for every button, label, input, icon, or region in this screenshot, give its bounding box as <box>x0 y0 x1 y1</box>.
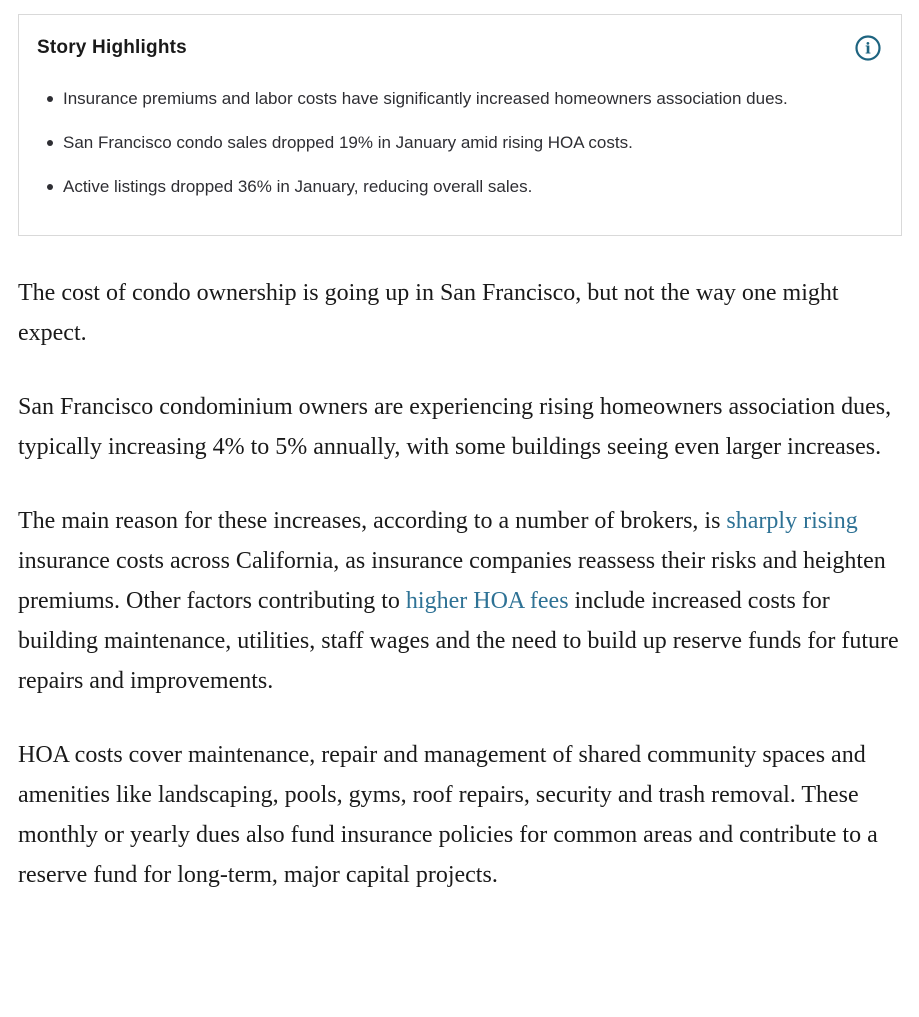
paragraph-text: include increased costs for building maintenance, utilities, staff wages and the need to build up reserve funds for future repairs and improvements. <box>18 588 899 694</box>
paragraph <box>18 387 901 467</box>
paragraph-text: The cost of condo ownership is going up in San Francisco, but not the way one might expect. <box>18 280 839 346</box>
paragraph-text: San Francisco condominium owners are experiencing rising homeowners association dues, typically increasing 4% to 5% annually, with some buildings seeing even larger increases. <box>18 394 892 460</box>
info-button[interactable] <box>855 35 881 61</box>
story-highlights-title: Story Highlights <box>37 37 187 58</box>
article-body <box>18 273 901 907</box>
paragraph-text: HOA costs cover maintenance, repair and management of shared community spaces and amenities like landscaping, pools, gyms, roof repairs, security and trash removal. These monthly or yearly dues also fund insurance policies for common areas and contribute to a reserve fund for long-term, major capital projects. <box>18 742 878 888</box>
paragraph <box>18 273 901 353</box>
story-highlights-box <box>18 14 902 236</box>
story-highlights-list <box>37 77 881 209</box>
story-highlights-header <box>37 35 881 61</box>
inline-link[interactable]: sharply rising <box>726 508 858 534</box>
paragraph <box>18 501 901 701</box>
article-page <box>0 14 919 907</box>
highlight-item: Active listings dropped 36% in January, reducing overall sales. <box>63 165 881 209</box>
highlight-item: Insurance premiums and labor costs have significantly increased homeowners association dues. <box>63 77 881 121</box>
paragraph-text: The main reason for these increases, according to a number of brokers, is <box>18 508 727 534</box>
paragraph <box>18 735 901 895</box>
inline-link[interactable]: higher HOA fees <box>405 588 569 614</box>
highlight-item: San Francisco condo sales dropped 19% in January amid rising HOA costs. <box>63 121 881 165</box>
paragraph-text: insurance costs across California, as insurance companies reassess their risks and heighten premiums. Other factors contributing to <box>18 548 886 614</box>
info-icon <box>855 35 881 61</box>
svg-text:i: i <box>865 39 871 58</box>
